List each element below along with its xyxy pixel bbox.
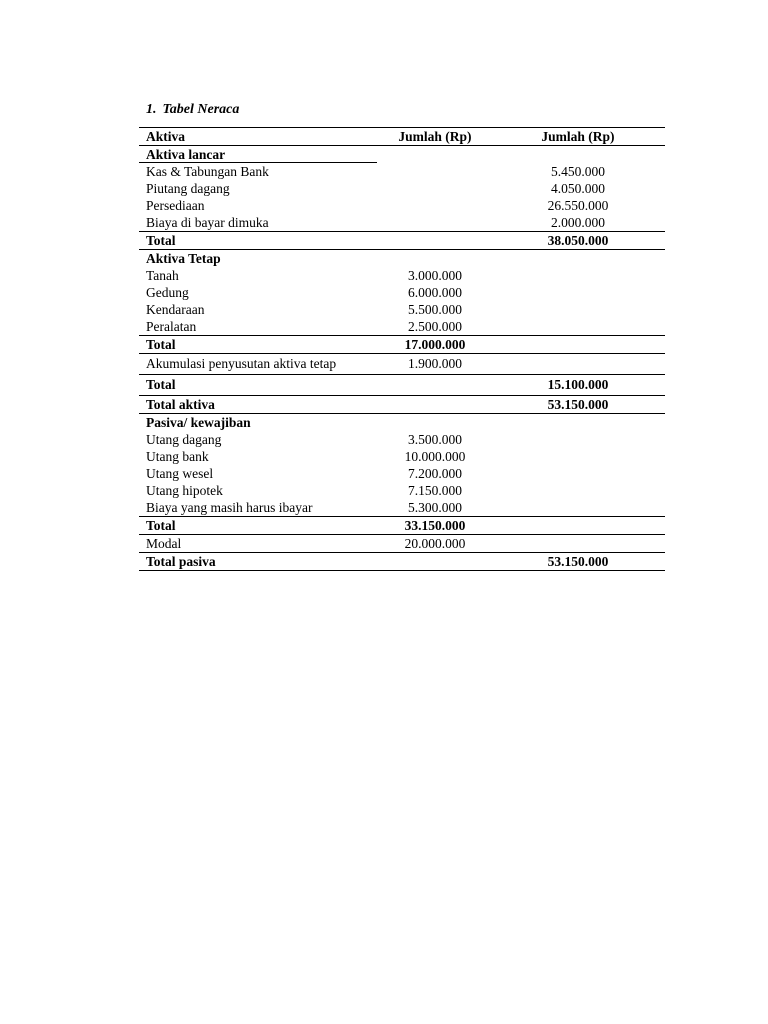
row-label: Total <box>146 337 176 352</box>
row-label: Total aktiva <box>146 397 215 412</box>
table-row <box>139 180 665 197</box>
table-row <box>139 482 665 499</box>
row-col3: 15.100.000 <box>547 377 609 392</box>
row-label: Utang dagang <box>146 432 222 447</box>
row-col3 <box>491 414 665 431</box>
row-label: Aktiva Tetap <box>146 251 221 266</box>
row-col3: 26.550.000 <box>547 198 609 213</box>
row-label: Pasiva/ kewajiban <box>146 415 251 430</box>
table-row <box>139 267 665 284</box>
table-row <box>139 318 665 335</box>
row-col2 <box>379 180 491 197</box>
table-row <box>139 448 665 465</box>
row-label: Total pasiva <box>146 554 216 569</box>
table-row <box>139 214 665 231</box>
table-row <box>139 431 665 448</box>
row-col2: 1.900.000 <box>408 356 462 371</box>
table-row <box>139 284 665 301</box>
total-row <box>139 375 665 396</box>
row-label: Utang bank <box>146 449 209 464</box>
row-col2: 7.150.000 <box>408 483 462 498</box>
section-aktiva-tetap <box>139 250 665 267</box>
row-col2 <box>379 250 491 267</box>
row-col2 <box>379 396 491 413</box>
row-label: Peralatan <box>146 319 197 334</box>
row-col3: 53.150.000 <box>547 397 609 412</box>
table-row <box>139 163 665 180</box>
total-pasiva-row <box>139 553 665 571</box>
row-label: Piutang dagang <box>146 181 230 196</box>
row-col2: 2.500.000 <box>408 319 462 334</box>
row-col3 <box>491 465 665 482</box>
row-col3 <box>491 482 665 499</box>
row-col3 <box>491 499 665 516</box>
row-col2 <box>379 232 491 249</box>
row-col3: 4.050.000 <box>551 181 605 196</box>
row-col2 <box>379 553 491 570</box>
row-label: Total <box>146 233 176 248</box>
row-label: Akumulasi penyusutan aktiva tetap <box>146 356 337 371</box>
row-col3: 5.450.000 <box>551 164 605 179</box>
row-col3: 38.050.000 <box>547 233 609 248</box>
table-header <box>139 127 665 146</box>
total-row <box>139 516 665 535</box>
section-aktiva-lancar <box>139 146 665 163</box>
total-row <box>139 231 665 250</box>
table-row <box>139 301 665 318</box>
row-col2: 6.000.000 <box>408 285 462 300</box>
row-label: Total <box>146 377 176 392</box>
title-number: 1. <box>146 102 157 117</box>
row-col3 <box>491 301 665 318</box>
row-label: Gedung <box>146 285 189 300</box>
row-label: Modal <box>146 536 182 551</box>
row-col2: 20.000.000 <box>404 536 466 551</box>
row-label: Biaya yang masih harus ibayar <box>146 500 313 515</box>
row-col3 <box>491 250 665 267</box>
document-title <box>146 102 239 118</box>
row-col2: 33.150.000 <box>404 518 466 533</box>
header-jumlah-1: Jumlah (Rp) <box>398 129 472 144</box>
row-col2: 5.500.000 <box>408 302 462 317</box>
row-col3 <box>491 267 665 284</box>
row-col3 <box>491 431 665 448</box>
row-label: Kendaraan <box>146 302 205 317</box>
row-col2 <box>379 146 491 163</box>
row-label: Kas & Tabungan Bank <box>146 164 269 179</box>
row-col3 <box>491 354 665 374</box>
row-col3: 2.000.000 <box>551 215 605 230</box>
row-col2: 7.200.000 <box>408 466 462 481</box>
row-label: Tanah <box>146 268 179 283</box>
row-col3 <box>491 336 665 353</box>
row-col2 <box>379 197 491 214</box>
row-col2: 5.300.000 <box>408 500 462 515</box>
title-text: Tabel Neraca <box>162 102 240 117</box>
row-col3 <box>491 535 665 552</box>
header-aktiva: Aktiva <box>146 129 186 144</box>
row-col2: 17.000.000 <box>404 337 466 352</box>
row-label: Total <box>146 518 176 533</box>
table-row <box>139 499 665 516</box>
table-row <box>139 354 665 375</box>
total-aktiva-row <box>139 396 665 414</box>
row-col2 <box>379 163 491 180</box>
table-row <box>139 535 665 553</box>
header-jumlah-2: Jumlah (Rp) <box>541 129 615 144</box>
table-row <box>139 197 665 214</box>
row-col3: 53.150.000 <box>547 554 609 569</box>
row-col2: 3.000.000 <box>408 268 462 283</box>
row-label: Persediaan <box>146 198 205 213</box>
table-row <box>139 465 665 482</box>
row-col2 <box>379 375 491 395</box>
balance-sheet-table <box>139 127 665 571</box>
row-label: Utang hipotek <box>146 483 223 498</box>
row-label: Biaya di bayar dimuka <box>146 215 269 230</box>
row-col2: 3.500.000 <box>408 432 462 447</box>
row-label: Utang wesel <box>146 466 214 481</box>
row-col3 <box>491 284 665 301</box>
row-col3 <box>491 146 665 163</box>
row-col2 <box>379 214 491 231</box>
row-col3 <box>491 517 665 534</box>
row-col3 <box>491 448 665 465</box>
section-pasiva <box>139 414 665 431</box>
row-col3 <box>491 318 665 335</box>
row-label: Aktiva lancar <box>139 146 377 163</box>
total-row <box>139 335 665 354</box>
row-col2: 10.000.000 <box>404 449 466 464</box>
row-col2 <box>379 414 491 431</box>
